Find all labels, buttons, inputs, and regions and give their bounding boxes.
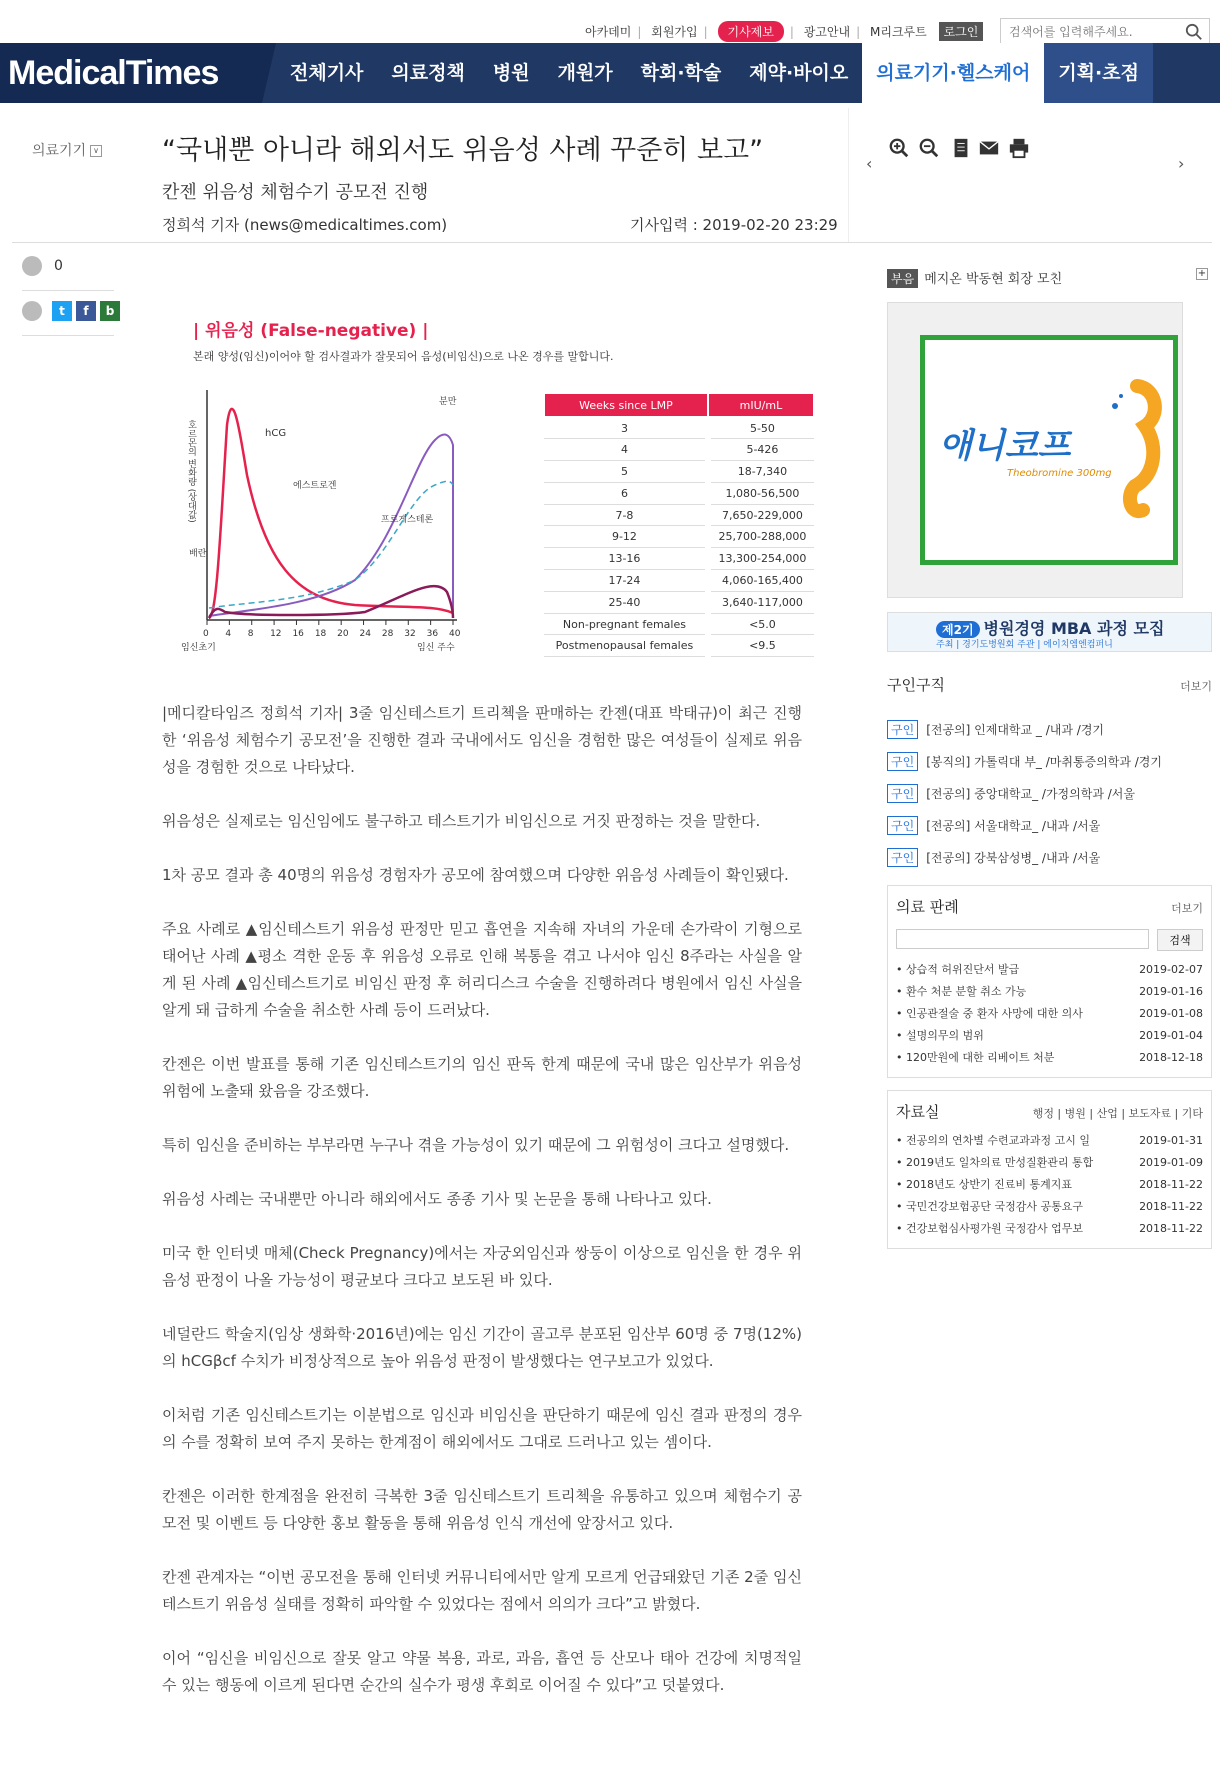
band-icon[interactable]: b	[100, 301, 120, 321]
list-item[interactable]	[896, 959, 1203, 981]
article-body	[162, 700, 802, 1726]
article-paragraph: 1차 공모 결과 총 40명의 위음성 경험자가 공모에 참여했으며 다양한 위음성 사례들이 확인됐다.	[162, 866, 789, 884]
job-tag: 구인	[887, 816, 918, 835]
article-byline: 정희석 기자 (news@medicaltimes.com)	[162, 216, 448, 234]
list-item[interactable]	[896, 1152, 1203, 1174]
job-title: [봉직의] 가톨릭대 부_ /마취통증의학과 /경기	[926, 754, 1162, 769]
list-item-title: • 설명의무의 범위	[896, 1025, 984, 1047]
list-item-title: • 상습적 허위진단서 발급	[896, 959, 1019, 981]
list-item-title: • 2019년도 일차의료 만성질환관리 통합	[896, 1152, 1093, 1174]
job-title: [전공의] 서울대학교_ /내과 /서울	[926, 818, 1101, 833]
table-cell: 5	[544, 461, 708, 483]
x-tick-label: 20	[337, 629, 349, 639]
list-item[interactable]	[896, 1025, 1203, 1047]
job-tag: 구인	[887, 720, 918, 739]
figure-description: 본래 양성(임신)이어야 할 검사결과가 잘못되어 음성(비임신)으로 나온 경우를 말합니다.	[193, 350, 614, 363]
login-button[interactable]: 로그인	[939, 22, 984, 41]
list-item-date: 2019-01-08	[1139, 1007, 1203, 1020]
chevron-down-icon: ∨	[90, 145, 102, 157]
article-paragraph: |메디칼타임즈 정희석 기자| 3줄 임신테스트기 트리첵을 판매하는 칸젠(대표 박태규)이 최근 진행한 ‘위음성 체험수기 공모전’을 진행한 결과 국내에서도 임신을 경험한 많은 여성들이 실제로 위음성을 경험한 것으로 나타났다.	[162, 704, 802, 776]
list-item-date: 2019-01-16	[1139, 985, 1203, 998]
share-icon[interactable]	[22, 301, 42, 321]
table-row	[544, 504, 814, 526]
archive-categories[interactable]: 행정 | 병원 | 산업 | 보도자료 | 기타	[1032, 1107, 1203, 1120]
comment-count[interactable]	[22, 256, 132, 276]
table-cell: 25-40	[544, 591, 708, 613]
obituary-notice[interactable]	[887, 268, 1212, 292]
sidebar	[887, 268, 1212, 1249]
banner-title: 병원경영 MBA 과정 모집	[983, 619, 1165, 638]
archive-box	[887, 1090, 1212, 1249]
article-paragraph: 위음성 사례는 국내뿐만 아니라 해외에서도 종종 기사 및 논문을 통해 나타나고 있다.	[162, 1190, 712, 1208]
document-icon[interactable]	[950, 136, 972, 160]
article-paragraph: 칸젠은 이번 발표를 통해 기존 임신테스트기의 임신 판독 한계 때문에 국내 많은 임산부가 위음성 위험에 노출돼 왔음을 강조했다.	[162, 1055, 802, 1100]
report-button[interactable]: 기사제보	[718, 21, 784, 42]
list-item[interactable]	[896, 1130, 1203, 1152]
table-cell: <9.5	[708, 635, 814, 657]
table-cell: 5-50	[708, 417, 814, 439]
banner-pill: 제2기	[936, 621, 980, 638]
hcg-label: hCG	[265, 428, 287, 439]
jobs-title: 구인구직	[887, 676, 945, 694]
job-title: [전공의] 중앙대학교_ /가정의학과 /서울	[926, 786, 1135, 801]
mba-banner[interactable]	[887, 612, 1212, 652]
article-paragraph: 이어 “임신을 비임신으로 잘못 알고 약물 복용, 과로, 과음, 흡연 등 산모나 태아 건강에 치명적일 수 있는 행동에 이르게 된다면 순간의 실수가 평생 후회로 이어질 수 있다”고 덧붙였다.	[162, 1649, 802, 1694]
x-tick-label: 18	[314, 629, 327, 639]
utility-links: 아카데미 | 회원가입 | 기사제보 | 광고안내 | M리크루트 로그인	[585, 21, 983, 42]
utility-bar	[0, 18, 1220, 42]
share-bar	[22, 256, 132, 346]
link-signup[interactable]: 회원가입	[651, 25, 698, 39]
list-item[interactable]	[896, 1196, 1203, 1218]
table-cell: 3	[544, 417, 708, 439]
table-cell: Postmenopausal females	[544, 635, 708, 657]
list-item-date: 2018-12-18	[1139, 1051, 1203, 1064]
seahorse-icon	[1097, 376, 1167, 526]
ad-brand-sub: Theobromine 300mg	[1007, 468, 1112, 479]
obituary-text: 메지온 박동현 회장 모친	[924, 272, 1063, 287]
x-tick-label: 28	[381, 629, 394, 639]
table-cell: 13,300-254,000	[708, 548, 814, 570]
table-row	[544, 548, 814, 570]
link-recruit[interactable]: M리크루트	[870, 25, 927, 39]
nav-device-healthcare[interactable]: 의료기기·헬스케어	[862, 43, 1044, 103]
sidebar-ad[interactable]	[887, 302, 1183, 598]
table-row	[544, 482, 814, 504]
x-tick-label: 8	[247, 629, 254, 639]
job-item[interactable]	[887, 713, 1212, 745]
plus-icon[interactable]: +	[1197, 268, 1207, 279]
list-item-date: 2018-11-22	[1139, 1222, 1203, 1235]
list-item-title: • 전공의의 연차별 수련교과과정 고시 일	[896, 1130, 1090, 1152]
comment-icon	[22, 256, 42, 276]
table-row	[544, 635, 814, 657]
nav-all-articles[interactable]: 전체기사	[290, 62, 364, 84]
print-icon[interactable]	[1008, 136, 1030, 160]
list-item[interactable]	[896, 1047, 1203, 1069]
nav-pharma-bio[interactable]: 제약·바이오	[749, 62, 849, 84]
category-label: 의료기기	[32, 143, 87, 159]
job-item[interactable]	[887, 841, 1212, 873]
twitter-icon[interactable]: t	[52, 301, 72, 321]
table-cell: 17-24	[544, 570, 708, 592]
zoom-in-icon[interactable]	[888, 136, 910, 160]
article-paragraph: 네덜란드 학술지(임상 생화학·2016년)에는 임신 기간이 골고루 분포된 임산부 60명 중 7명(12%)의 hCGβcf 수치가 비정상적으로 높아 위음성 판정이 발생했다는 연구보고가 있었다.	[162, 1325, 802, 1370]
list-item-title: • 환수 처분 분할 취소 가능	[896, 981, 1026, 1003]
list-item-date: 2019-01-31	[1139, 1134, 1203, 1147]
birth-label: 분만	[439, 397, 457, 407]
nav-medical-policy[interactable]: 의료정책	[391, 62, 465, 84]
ovulation-label: 배란	[189, 549, 207, 559]
judgments-search-input[interactable]	[896, 929, 1149, 949]
ad-brand: 애니코프	[939, 426, 1071, 466]
table-row	[544, 570, 814, 592]
job-item[interactable]	[887, 745, 1212, 777]
judgments-more-link[interactable]: 더보기	[1171, 902, 1203, 915]
jobs-more-link[interactable]: 더보기	[1180, 680, 1212, 693]
job-item[interactable]	[887, 777, 1212, 809]
xlabel-right: 임신 주수	[417, 643, 455, 653]
job-title: [전공의] 강북삼성병_ /내과 /서울	[926, 850, 1101, 865]
hormone-chart	[181, 380, 485, 665]
table-cell: 4,060-165,400	[708, 570, 814, 592]
table-row	[544, 526, 814, 548]
hcg-curve	[209, 409, 453, 618]
prev-article-icon[interactable]: ‹	[866, 154, 873, 173]
list-item-title: • 국민건강보험공단 국정감사 공통요구	[896, 1196, 1083, 1218]
article-figure	[181, 310, 820, 665]
list-item[interactable]	[896, 1174, 1203, 1196]
job-tag: 구인	[887, 752, 918, 771]
table-row	[544, 461, 814, 483]
progesterone-label: 프로게스테론	[381, 515, 434, 525]
x-tick-label: 32	[404, 629, 416, 639]
table-row	[544, 439, 814, 461]
next-article-icon[interactable]: ›	[1178, 154, 1185, 173]
x-tick-label: 36	[426, 629, 439, 639]
job-tag: 구인	[887, 848, 918, 867]
chart-ylabel: 호르몬의 변화량 (상대값)	[186, 420, 196, 523]
email-icon[interactable]	[978, 136, 1000, 160]
article-title: “국내뿐 아니라 해외서도 위음성 사례 꾸준히 보고”	[162, 135, 764, 166]
list-item-date: 2018-11-22	[1139, 1178, 1203, 1191]
xlabel-left: 임신초기	[181, 643, 216, 653]
list-item-title: • 120만원에 대한 리베이트 처분	[896, 1047, 1054, 1069]
table-cell: 13-16	[544, 548, 708, 570]
article-date: 기사입력 : 2019-02-20 23:29	[630, 216, 838, 234]
x-tick-label: 12	[270, 629, 282, 639]
jobs-list	[887, 713, 1212, 873]
table-cell: <5.0	[708, 613, 814, 635]
table-cell: Non-pregnant females	[544, 613, 708, 635]
table-header-weeks: Weeks since LMP	[544, 393, 708, 417]
table-cell: 6	[544, 482, 708, 504]
table-cell: 7-8	[544, 504, 708, 526]
article-paragraph: 미국 한 인터넷 매체(Check Pregnancy)에서는 자궁외임신과 쌍둥이 이상으로 임신을 한 경우 위음성 판정이 나올 가능성이 평균보다 크다고 보도된 바 있다.	[162, 1244, 802, 1289]
table-cell: 18-7,340	[708, 461, 814, 483]
nav-hospital[interactable]: 병원	[492, 62, 530, 84]
table-cell: 1,080-56,500	[708, 482, 814, 504]
nav-feature[interactable]: 기획·초점	[1044, 43, 1153, 103]
link-ad-info[interactable]: 광고안내	[803, 25, 851, 39]
table-row	[544, 613, 814, 635]
obituary-badge: 부음	[887, 269, 918, 288]
table-cell: 9-12	[544, 526, 708, 548]
x-tick-label: 24	[359, 629, 371, 639]
facebook-icon[interactable]: f	[76, 301, 96, 321]
link-academy[interactable]: 아카데미	[585, 25, 632, 39]
article-paragraph: 칸젠은 이러한 한계점을 완전히 극복한 3줄 임신테스트기 트리첵을 유통하고 있으며 체험수기 공모전 및 이벤트 등 다양한 홍보 활동을 통해 위음성 인식 개선에 앞장서고 있다.	[162, 1487, 802, 1532]
table-row	[544, 417, 814, 439]
search-box	[1000, 18, 1210, 46]
job-title: [전공의] 인제대학교 _ /내과 /경기	[926, 722, 1104, 737]
list-item[interactable]	[896, 1218, 1203, 1240]
zoom-out-icon[interactable]	[918, 136, 940, 160]
judgments-title: 의료 판례	[896, 898, 959, 916]
list-item-date: 2019-01-04	[1139, 1029, 1203, 1042]
comment-count-value: 0	[54, 258, 63, 274]
job-item[interactable]	[887, 809, 1212, 841]
list-item-title: • 건강보험심사평가원 국정감사 업무보	[896, 1218, 1083, 1240]
x-tick-label: 4	[225, 629, 232, 639]
article-subtitle: 칸젠 위음성 체험수기 공모전 진행	[162, 182, 429, 203]
job-tag: 구인	[887, 784, 918, 803]
table-cell: 25,700-288,000	[708, 526, 814, 548]
nav-academic[interactable]: 학회·학술	[640, 62, 722, 84]
nav-clinic[interactable]: 개원가	[557, 62, 613, 84]
main-nav	[0, 43, 1220, 103]
article-tools	[866, 136, 1196, 176]
table-cell: 3,640-117,000	[708, 591, 814, 613]
list-item-date: 2019-01-09	[1139, 1156, 1203, 1169]
list-item-title: • 인공관절술 중 환자 사망에 대한 의사	[896, 1003, 1083, 1025]
judgments-box	[887, 885, 1212, 1078]
table-cell: 5-426	[708, 439, 814, 461]
article-paragraph: 위음성은 실제로는 임신임에도 불구하고 테스트기가 비임신으로 거짓 판정하는 것을 말한다.	[162, 812, 761, 830]
category-dropdown[interactable]	[32, 140, 102, 160]
x-tick-label: 40	[449, 629, 461, 639]
banner-subtitle: 주최 | 경기도병원회 주관 | 에이치엠엔컴퍼니	[936, 640, 1113, 650]
judgments-search-button[interactable]: 검색	[1157, 929, 1203, 951]
archive-title: 자료실	[896, 1103, 940, 1121]
x-tick-label: 16	[292, 629, 304, 639]
table-row	[544, 591, 814, 613]
table-cell: 4	[544, 439, 708, 461]
table-header-level: mIU/mL	[708, 393, 814, 417]
search-icon[interactable]	[1185, 23, 1203, 41]
table-cell: 7,650-229,000	[708, 504, 814, 526]
list-item[interactable]	[896, 1003, 1203, 1025]
estrogen-label: 에스트로겐	[293, 481, 337, 491]
list-item-title: • 2018년도 상반기 진료비 통계지표	[896, 1174, 1072, 1196]
hcg-table	[543, 392, 815, 657]
search-input[interactable]	[1001, 19, 1171, 45]
figure-title: | 위음성 (False-negative) |	[193, 321, 429, 341]
list-item[interactable]	[896, 981, 1203, 1003]
article-paragraph: 이처럼 기존 임신테스트기는 이분법으로 임신과 비임신을 판단하기 때문에 임신 결과 판정의 경우의 수를 정확히 보여 주지 못하는 한계점이 해외에서도 그대로 드러나고 있는 셈이다.	[162, 1406, 802, 1451]
article-paragraph: 특히 임신을 준비하는 부부라면 누구나 겪을 가능성이 있기 때문에 그 위험성이 크다고 설명했다.	[162, 1136, 790, 1154]
jobs-header	[887, 674, 1212, 695]
article-paragraph: 칸젠 관계자는 “이번 공모전을 통해 인터넷 커뮤니티에서만 알게 모르게 언급돼왔던 기존 2줄 임신테스트기 위음성 실태를 정확히 파악할 수 있었다는 점에서 의의가 크다”고 밝혔다.	[162, 1568, 802, 1613]
chart-ticks	[203, 620, 461, 639]
list-item-date: 2018-11-22	[1139, 1200, 1203, 1213]
site-logo[interactable]: MedicalTimes	[0, 43, 262, 103]
article-paragraph: 주요 사례로 ▲임신테스트기 위음성 판정만 믿고 흡연을 지속해 자녀의 가운데 손가락이 기형으로 태어난 사례 ▲평소 격한 운동 후 위음성 오류로 인해 복통을 겪고 나서야 임신 8주라는 사실을 알게 된 사례 ▲임신테스트기로 비임신 판정 후 허리디스크 수술을 진행하려다 병원에서 임신 사실을 알게 돼 급하게 수술을 취소한 사례 등이 드러났다.	[162, 920, 802, 1019]
list-item-date: 2019-02-07	[1139, 963, 1203, 976]
x-tick-label: 0	[203, 629, 209, 639]
